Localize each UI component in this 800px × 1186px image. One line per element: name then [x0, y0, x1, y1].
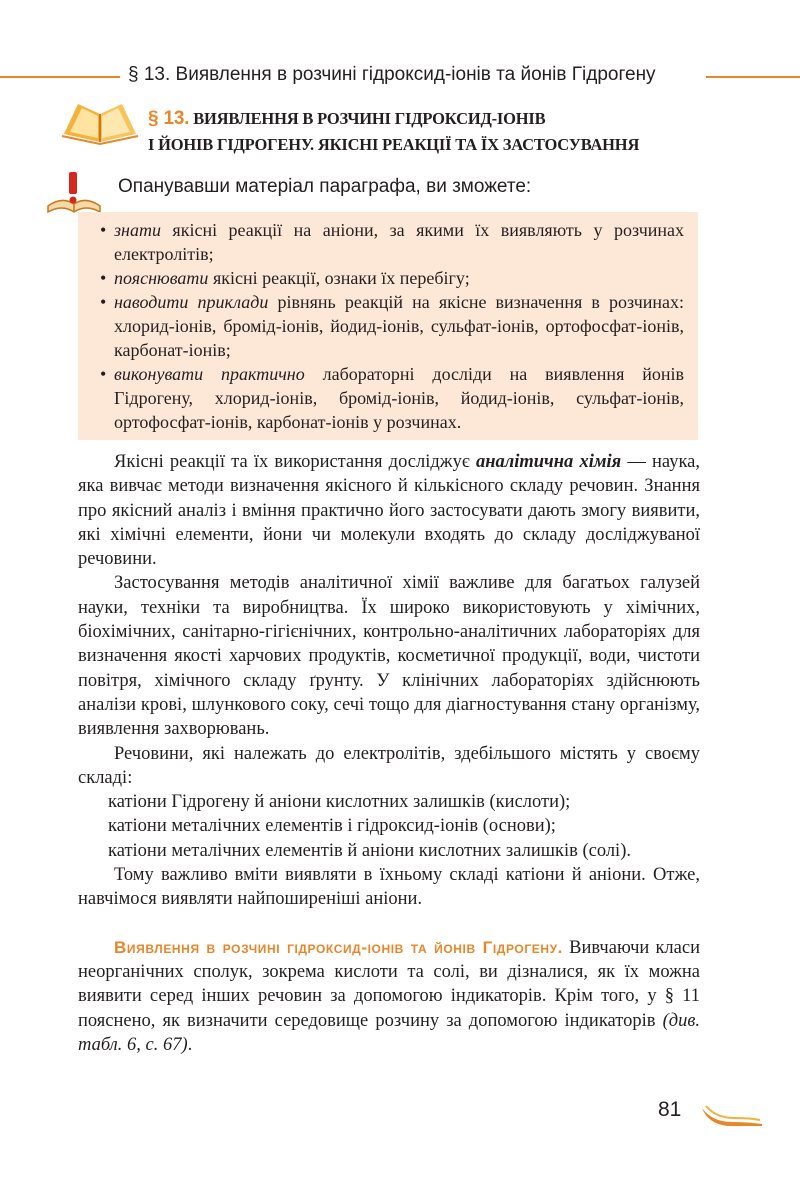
header-rule-left: [0, 76, 120, 78]
list-item: катіони Гідрогену й аніони кислотних залишків (кислоти);: [108, 792, 571, 813]
cross-reference: (див. табл. 6, с. 67): [78, 1010, 700, 1055]
section-number: § 13.: [148, 108, 190, 129]
objective-verb: наводити приклади: [114, 292, 269, 312]
paragraph-text: Вивчаючи класи неорганічних сполук, зокрема кислоти та солі, ви дізналися, як їх можна виявити серед інших речовин за допомогою індикаторів. Крім того, у § 11 пояснено, як визначити середовище розчину за допомогою індикаторів: [78, 937, 700, 1031]
page-flourish-icon: [702, 1104, 762, 1126]
objective-item: [114, 266, 684, 290]
running-head: [0, 62, 800, 90]
objectives-box: [78, 212, 698, 440]
objective-text: рівнянь реакцій на якісне визначення в розчинах: хлорид-іонів, бромід-іонів, йодид-іонів, сульфат-іонів, ортофосфат-іонів, карбонат-іонів;: [114, 292, 685, 360]
section-title: [148, 106, 708, 158]
open-book-icon: [60, 96, 140, 146]
paragraph: [78, 450, 700, 571]
objective-text: якісні реакції, ознаки їх перебігу;: [208, 268, 470, 288]
paragraph-text: .: [187, 1034, 193, 1055]
objective-item: [114, 218, 684, 266]
spacer: [78, 912, 700, 936]
paragraph: [78, 936, 700, 1057]
objective-item: [114, 290, 684, 362]
objective-verb: пояснювати: [114, 268, 209, 288]
page-number: 81: [658, 1098, 682, 1121]
objective-verb: виконувати практично: [114, 364, 305, 384]
term-analytical-chemistry: аналітична хімія: [475, 452, 622, 472]
body-text: [78, 450, 700, 1057]
paragraph: Застосування методів аналітичної хімії важливе для багатьох галузей науки, техніки та виробництва. Їх широко використовують у хімічних, біохімічних, санітарно-гігієнічних, контрольно-аналітичних лабораторіях для визначення якості харчових продуктів, косметичної продукції, води, чистоти повітря, хімічного складу ґрунту. У клінічних лабораторіях здійснюють аналізи крові, шлункового соку, сечі тощо для діагностування стану організму, виявлення захворювань.: [78, 573, 700, 740]
objectives-list: [114, 218, 684, 434]
objective-text: лабораторні досліди на виявлення йонів Гідрогену, хлорид-іонів, бромід-іонів, йодид-іонів, сульфат-іонів, ортофосфат-іонів, карбонат-іонів у розчинах.: [114, 364, 684, 432]
objective-verb: знати: [114, 220, 161, 240]
objective-text: якісні реакції на аніони, за якими їх виявляють у розчинах електролітів;: [114, 220, 684, 264]
list-item: катіони металічних елементів і гідроксид-іонів (основи);: [108, 816, 556, 837]
exclamation-book-icon: [44, 170, 104, 216]
running-head-text: § 13. Виявлення в розчині гідроксид-іонів та йонів Гідрогену: [128, 64, 656, 85]
list-item: катіони металічних елементів й аніони кислотних залишків (солі).: [108, 840, 631, 861]
header-rule-right: [706, 76, 800, 78]
objectives-intro: Опанувавши матеріал параграфа, ви зможете:: [118, 176, 532, 197]
paragraph-text: Якісні реакції та їх використання досліджує: [114, 452, 476, 472]
paragraph: Речовини, які належать до електролітів, здебільшого містять у своєму складі:: [78, 743, 700, 788]
section-title-line2: І ЙОНІВ ГІДРОГЕНУ. ЯКІСНІ РЕАКЦІЇ ТА ЇХ ЗАСТОСУВАННЯ: [148, 135, 640, 154]
paragraph: Тому важливо вміти виявляти в їхньому складі катіони й аніони. Отже, навчімося виявляти найпоширеніші аніони.: [78, 865, 700, 910]
paragraph-text: — наука, яка вивчає методи визначення якісного й кількісного складу речовин. Знання про якісний аналіз і вміння практично його застосувати дають змогу виявити, які хімічні елементи, йони чи молекули входять до складу досліджуваної речовини.: [78, 452, 700, 570]
section-title-line1: ВИЯВЛЕННЯ В РОЗЧИНІ ГІДРОКСИД-ІОНІВ: [193, 109, 546, 128]
subsection-heading: Виявлення в розчині гідроксид-іонів та йонів Гідрогену.: [114, 937, 563, 957]
objective-item: [114, 362, 684, 434]
